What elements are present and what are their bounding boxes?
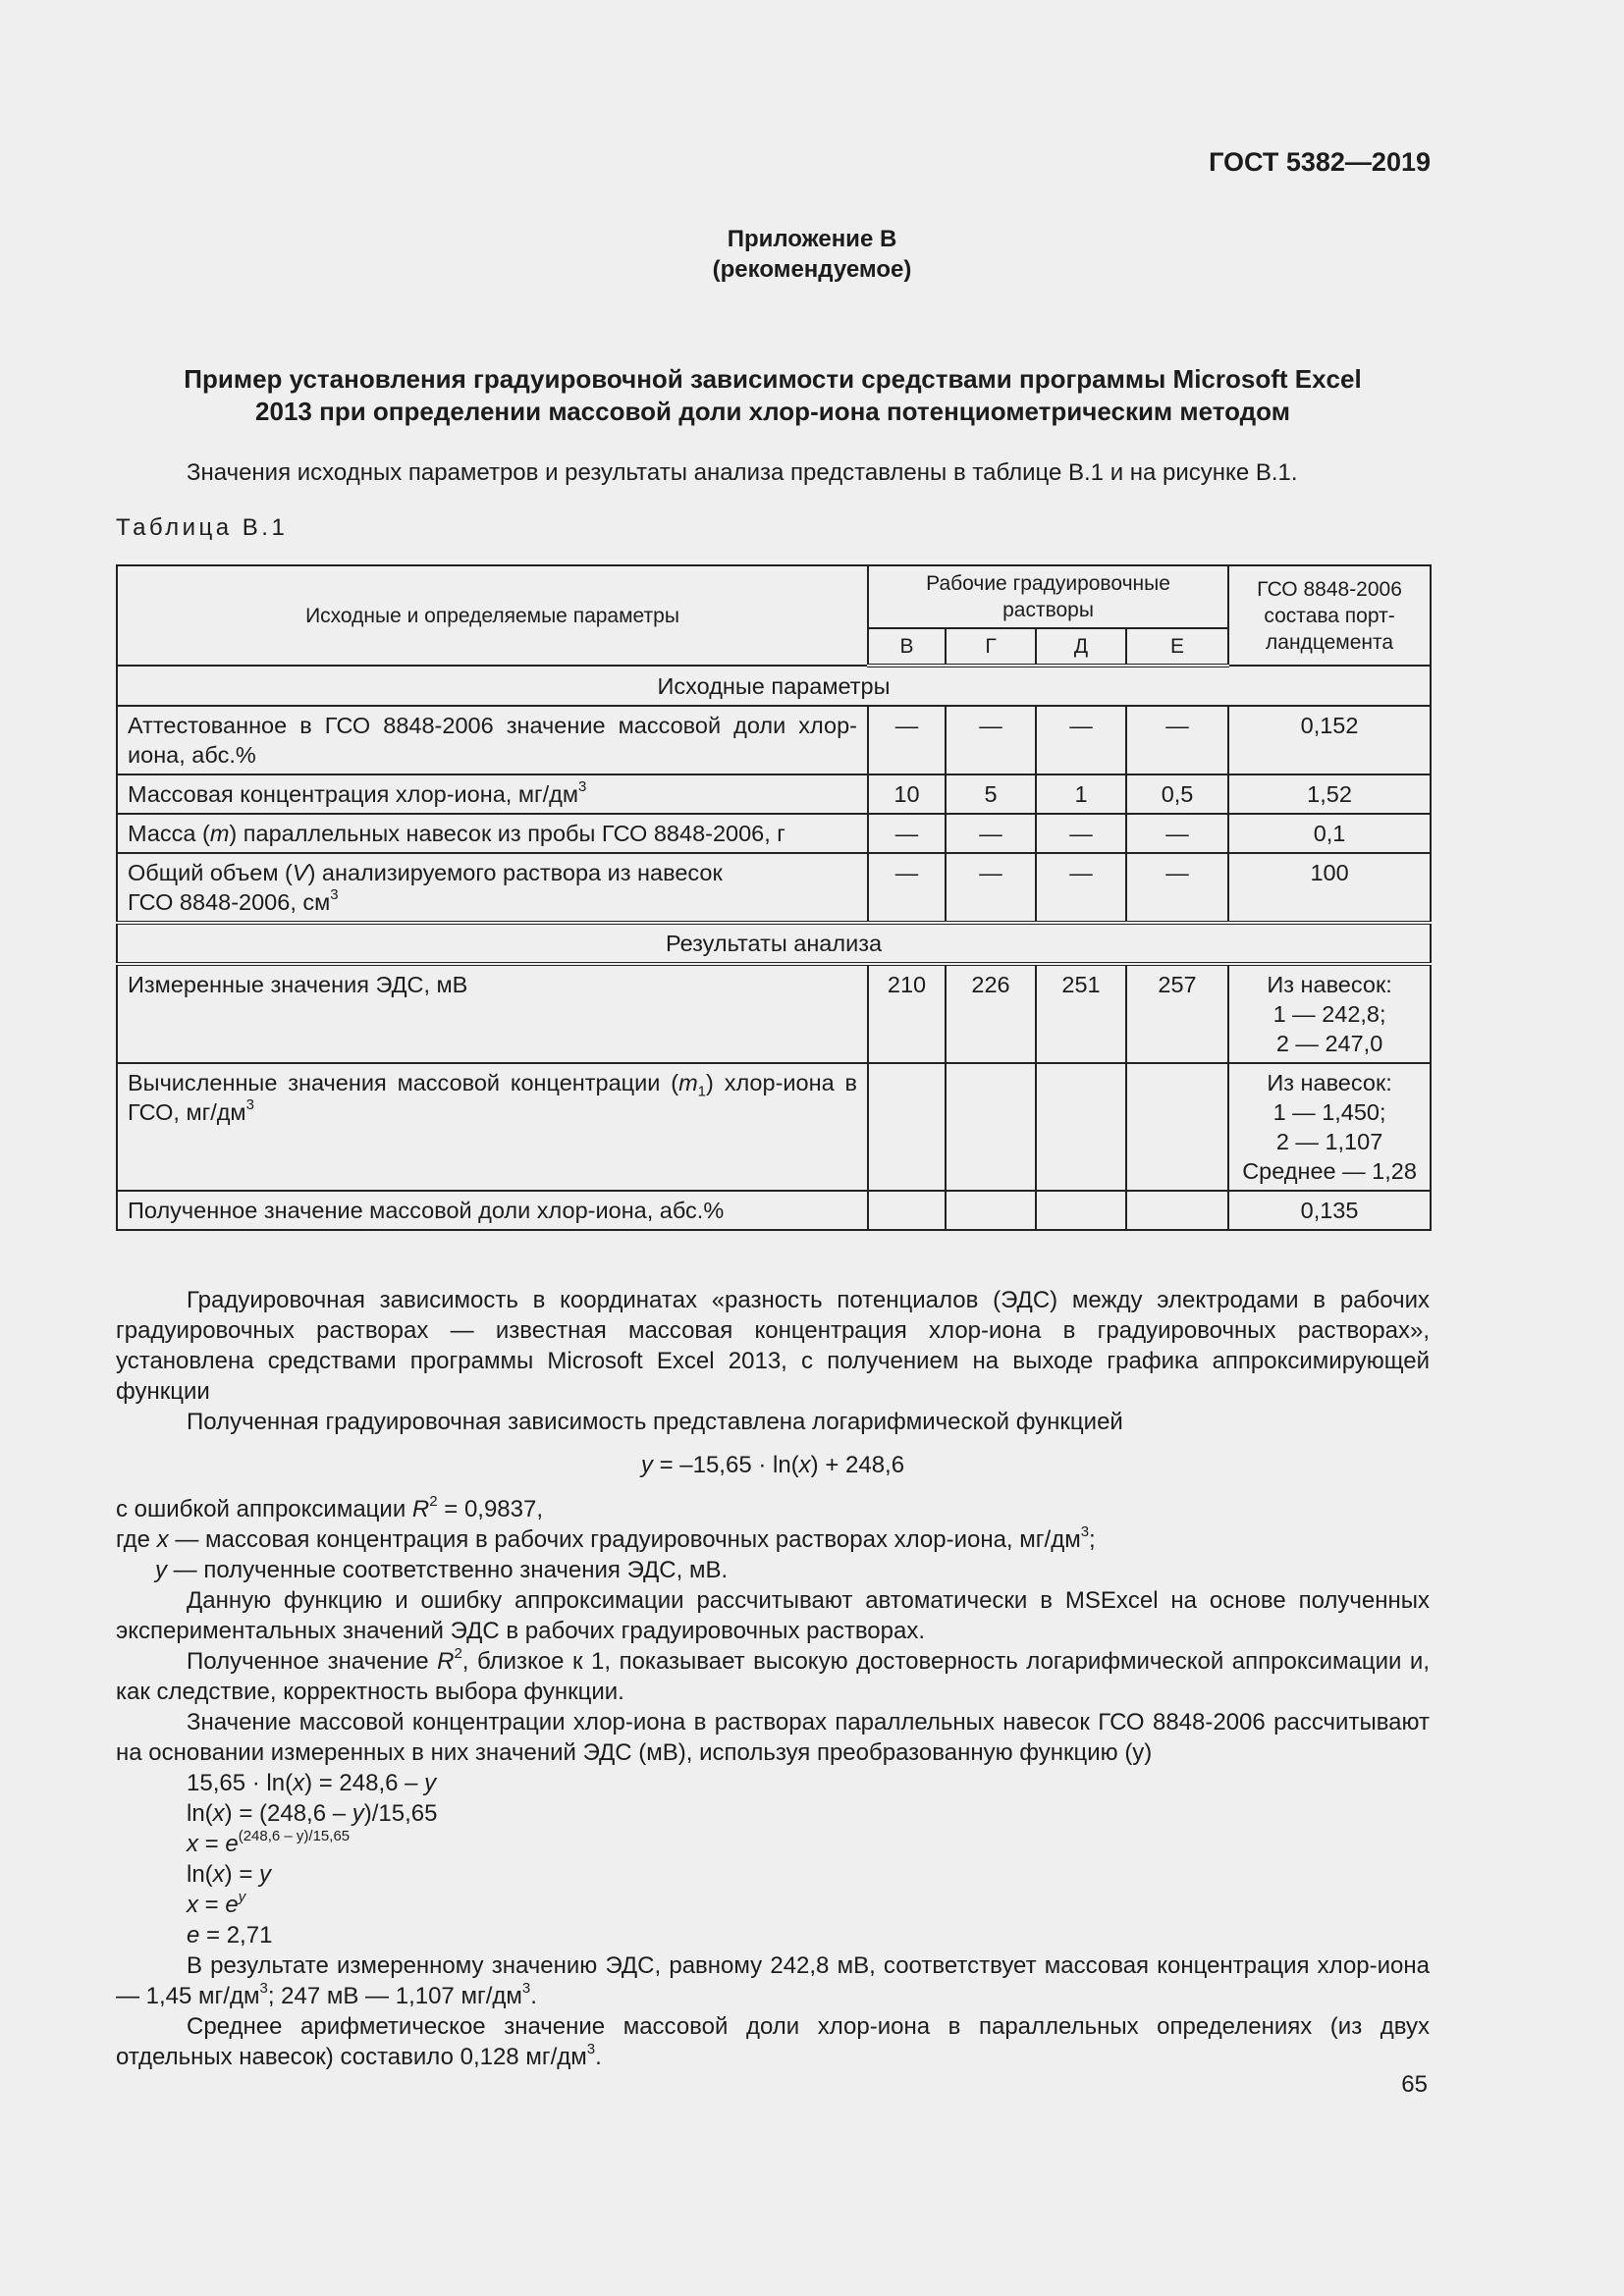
title-line-2: 2013 при определении массовой доли хлор-иона потенциометрическим методом [255,397,1290,426]
cell-g [946,1063,1036,1191]
cell-gso: 0,1 [1228,814,1431,853]
table-row [117,1191,1431,1230]
section-results: Результаты анализа [117,923,1431,964]
cell-gso: Из навесок: 1 — 1,450; 2 — 1,107 Среднее — 1,28 [1228,1063,1431,1191]
cell-d: — [1036,706,1126,774]
cell-g: 5 [946,774,1036,814]
cell-e [1126,1063,1228,1191]
cell-d [1036,1191,1126,1230]
table-row [117,853,1431,923]
header-gso: ГСО 8848-2006 состава порт-ландцемента [1228,565,1431,666]
data-table [116,564,1432,1231]
cell-gso: Из навесок: 1 — 242,8; 2 — 247,0 [1228,964,1431,1063]
row-label: Общий объем (V) анализируемого раствора из навесок ГСО 8848-2006, $см^3$ [117,853,868,923]
header-solution-v: В [868,628,946,666]
paragraph-msexcel: Данную функцию и ошибку аппроксимации рассчитывают автоматически в MSExcel на основе полученных экспериментальных значений ЭДС в рабочих градуировочных растворах. [116,1587,1430,1644]
document-title [116,363,1430,428]
intro-text: Значения исходных параметров и результаты анализа представлены в таблице В.1 и на рисунке В.1. [187,459,1298,486]
paragraph-r2: Полученное значение $R^2$, близкое к 1, показывает высокую достоверность логарифмической аппроксимации и, как следствие, корректность выбора функции. [116,1645,1430,1705]
row-label: Полученное значение массовой доли хлор-иона, абс.% [117,1191,868,1230]
table-row [117,964,1431,1063]
row-label: Измеренные значения ЭДС, мВ [117,964,868,1063]
cell-e: — [1126,814,1228,853]
cell-v: 210 [868,964,946,1063]
cell-v [868,1063,946,1191]
cell-gso: 0,152 [1228,706,1431,774]
cell-d: — [1036,814,1126,853]
cell-v: — [868,706,946,774]
equation-5: $x = e^y$ [187,1889,246,1918]
body-text [116,1285,1430,2072]
cell-g: — [946,814,1036,853]
paragraph-calibration: Градуировочная зависимость в координатах «разность потенциалов (ЭДС) между электродами в рабочих градуировочных растворах — известная массовая концентрация хлор-иона в градуировочных растворах», установлена средствами программы Microsoft Excel 2013, с получением на выходе графика аппроксимирующей функции [116,1287,1430,1405]
cell-v: 10 [868,774,946,814]
cell-g: 226 [946,964,1036,1063]
cell-g: — [946,853,1036,923]
equation-3: $x = e^{(248,6 - y)/15,65}$ [187,1828,351,1857]
equation-2: ln(x) = (248,6 – y)/15,65 [187,1800,438,1827]
table-row [117,774,1431,814]
cell-g: — [946,706,1036,774]
cell-g [946,1191,1036,1230]
cell-v: — [868,814,946,853]
cell-e: 257 [1126,964,1228,1063]
paragraph-concentration: Значение массовой концентрации хлор-иона в растворах параллельных навесок ГСО 8848-2006 рассчитывают на основании измеренных в них значений ЭДС (мВ), используя преобразованную функцию (у) [116,1709,1430,1766]
header-solutions-group: Рабочие градуировочные растворы [868,565,1228,628]
equation-4: ln(x) = y [187,1861,272,1888]
paragraph-log-function: Полученная градуировочная зависимость представлена логарифмической функцией [187,1409,1123,1435]
standard-code: ГОСТ 5382—2019 [1209,147,1431,177]
cell-e: — [1126,853,1228,923]
cell-d: 1 [1036,774,1126,814]
formula-main: y = –15,65 · ln(x) + 248,6 [640,1452,905,1478]
table-row [117,814,1431,853]
annex-title: Приложение В [727,226,897,252]
header-params: Исходные и определяемые параметры [117,565,868,666]
table-caption: Таблица В.1 [116,514,289,541]
cell-v: — [868,853,946,923]
section-initial-params: Исходные параметры [117,666,1431,706]
cell-d: — [1036,853,1126,923]
paragraph-approx-error: с ошибкой аппроксимации $R^2 = 0,9837$, [116,1493,544,1522]
cell-v [868,1191,946,1230]
annex-status: (рекомендуемое) [712,256,912,283]
header-solution-e: Е [1126,628,1228,666]
cell-e: — [1126,706,1228,774]
table-row [117,706,1431,774]
row-label: Вычисленные значения массовой концентрации $(m_1)$ хлор-иона в ГСО, $мг/дм^3$ [117,1063,868,1191]
row-label: Массовая концентрация хлор-иона, $мг/дм^3$ [117,774,868,814]
title-line-1: Пример установления градуировочной зависимости средствами программы Microsoft Excel [184,364,1362,394]
paragraph-where-x: где x — массовая концентрация в рабочих градуировочных растворах хлор-иона, $мг/дм^3$; [116,1523,1096,1553]
header-solution-g: Г [946,628,1036,666]
paragraph-where-y: y — полученные соответственно значения ЭДС, мВ. [155,1557,729,1583]
equation-6: e = 2,71 [187,1922,273,1949]
paragraph-result: В результате измеренному значению ЭДС, равному 242,8 мВ, соответствует массовая концентрация хлор-иона — 1,45 $мг/дм^3$; 247 мВ — 1,107 $мг/дм^3$. [116,1952,1430,2009]
paragraph-average: Среднее арифметическое значение массовой доли хлор-иона в параллельных определениях (из двух отдельных навесок) составило 0,128 $мг/дм^3$. [116,2013,1430,2070]
cell-gso: 100 [1228,853,1431,923]
table-row [117,1063,1431,1191]
equation-1: 15,65 · ln(x) = 248,6 – y [187,1770,437,1796]
row-label: Аттестованное в ГСО 8848-2006 значение массовой доли хлор-иона, абс.% [117,706,868,774]
cell-gso: 1,52 [1228,774,1431,814]
cell-e [1126,1191,1228,1230]
cell-d [1036,1063,1126,1191]
cell-gso: 0,135 [1228,1191,1431,1230]
cell-d: 251 [1036,964,1126,1063]
header-solution-d: Д [1036,628,1126,666]
cell-e: 0,5 [1126,774,1228,814]
annex-heading [0,224,1624,285]
page-number: 65 [1401,2071,1428,2098]
row-label: Масса (m) параллельных навесок из пробы ГСО 8848-2006, г [117,814,868,853]
